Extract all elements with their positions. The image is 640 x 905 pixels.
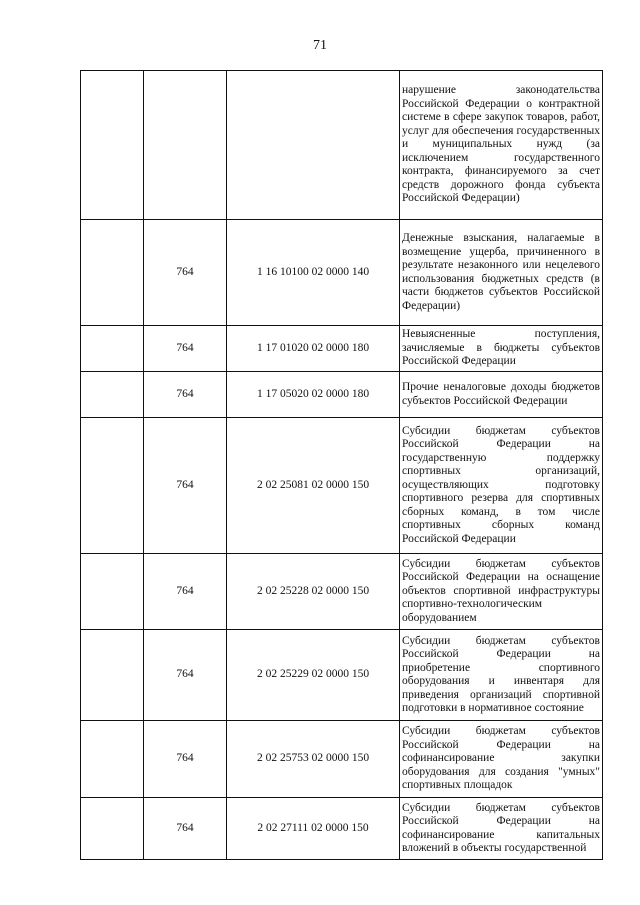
kbk-code-cell: 1 17 01020 02 0000 180 <box>227 326 400 372</box>
kbk-code-cell: 2 02 25753 02 0000 150 <box>227 721 400 798</box>
blank-cell <box>81 554 144 630</box>
blank-cell <box>81 630 144 721</box>
table-row <box>81 554 603 630</box>
table-row <box>81 721 603 798</box>
admin-code-cell: 764 <box>144 630 227 721</box>
admin-code-cell: 764 <box>144 326 227 372</box>
description-cell: Субсидии бюджетам субъектов Российской Федерации на оснащение объектов спортивной инфраструктуры спортивно-технологическим оборудованием <box>400 554 603 630</box>
description-cell: Субсидии бюджетам субъектов Российской Федерации на софинансирование закупки оборудования для создания "умных" спортивных площадок <box>400 721 603 798</box>
kbk-code-cell <box>227 71 400 220</box>
table-row <box>81 798 603 860</box>
admin-code-cell: 764 <box>144 372 227 418</box>
kbk-code-cell: 2 02 27111 02 0000 150 <box>227 798 400 860</box>
blank-cell <box>81 418 144 554</box>
description-cell: Невыясненные поступления, зачисляемые в бюджеты субъектов Российской Федерации <box>400 326 603 372</box>
blank-cell <box>81 220 144 326</box>
budget-revenue-table <box>80 70 603 860</box>
description-cell: Денежные взыскания, налагаемые в возмещение ущерба, причиненного в результате незаконного или нецелевого использования бюджетных средств (в части бюджетов субъектов Российской Федерации) <box>400 220 603 326</box>
description-cell: нарушение законодательства Российской Федерации о контрактной системе в сфере закупок товаров, работ, услуг для обеспечения государственных и муниципальных нужд (за исключением государственного контракта, финансируемого за счет средств дорожного фонда субъекта Российской Федерации) <box>400 71 603 220</box>
kbk-code-cell: 1 17 05020 02 0000 180 <box>227 372 400 418</box>
table-row <box>81 630 603 721</box>
description-cell: Субсидии бюджетам субъектов Российской Федерации на приобретение спортивного оборудования и инвентаря для приведения организаций спортивной подготовки в нормативное состояние <box>400 630 603 721</box>
admin-code-cell: 764 <box>144 721 227 798</box>
blank-cell <box>81 798 144 860</box>
table-row <box>81 372 603 418</box>
blank-cell <box>81 326 144 372</box>
table-row <box>81 71 603 220</box>
description-cell: Прочие неналоговые доходы бюджетов субъектов Российской Федерации <box>400 372 603 418</box>
table-row <box>81 220 603 326</box>
kbk-code-cell: 1 16 10100 02 0000 140 <box>227 220 400 326</box>
admin-code-cell: 764 <box>144 554 227 630</box>
admin-code-cell: 764 <box>144 220 227 326</box>
table-row <box>81 326 603 372</box>
blank-cell <box>81 71 144 220</box>
kbk-code-cell: 2 02 25228 02 0000 150 <box>227 554 400 630</box>
page-number: 71 <box>313 38 327 53</box>
kbk-code-cell: 2 02 25081 02 0000 150 <box>227 418 400 554</box>
admin-code-cell <box>144 71 227 220</box>
blank-cell <box>81 721 144 798</box>
blank-cell <box>81 372 144 418</box>
description-cell: Субсидии бюджетам субъектов Российской Федерации на софинансирование капитальных вложений в объекты государственной <box>400 798 603 860</box>
admin-code-cell: 764 <box>144 798 227 860</box>
admin-code-cell: 764 <box>144 418 227 554</box>
table-row <box>81 418 603 554</box>
description-cell: Субсидии бюджетам субъектов Российской Федерации на государственную поддержку спортивных организаций, осуществляющих подготовку спортивного резерва для спортивных сборных команд, в том числе спортивных сборных команд Российской Федерации <box>400 418 603 554</box>
kbk-code-cell: 2 02 25229 02 0000 150 <box>227 630 400 721</box>
